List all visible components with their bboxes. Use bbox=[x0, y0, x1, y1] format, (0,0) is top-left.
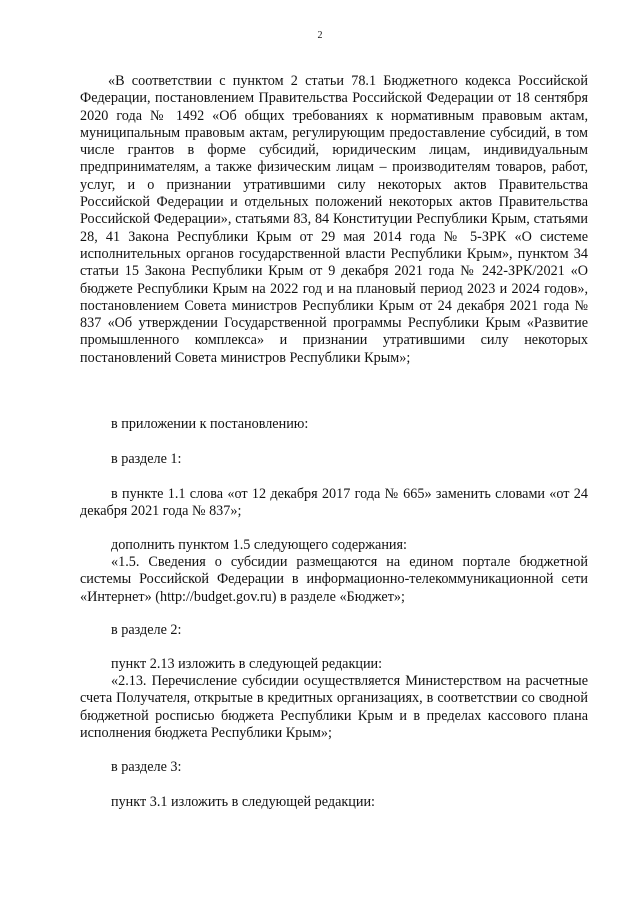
preamble-paragraph: «В соответствии с пунктом 2 статьи 78.1 Бюджетного кодекса Российской Федерации, постановлением Правительства Российской Федерации от 18 сентября 2020 года № 1492 «Об общих требованиях к нормативным правовым актам, муниципальным правовым актам, регулирующим предоставление субсидий, в том числе грантов в форме субсидий, юридическим лицам, индивидуальным предпринимателям, а также физическим лицам – производителям товаров, работ, услуг, и о признании утратившими силу некоторых актов Правительства Российской Федерации и отдельных положений некоторых актов Правительства Российской Федерации», статьями 83, 84 Конституции Республики Крым, статьями 28, 41 Закона Республики Крым от 29 мая 2014 года № 5-ЗРК «О системе исполнительных органов государственной власти Республики Крым», пунктом 34 статьи 15 Закона Республики Крым от 9 декабря 2021 года № 242-ЗРК/2021 «О бюджете Республики Крым на 2022 год и на плановый период 2023 и 2024 годов», постановлением Совета министров Республики Крым от 24 декабря 2021 года № 837 «Об утверждении Государственной программы Республики Крым «Развитие промышленного комплекса» и признании утратившими силу некоторых постановлений Совета министров Республики Крым»; bbox=[80, 73, 588, 366]
clause-1-1-paragraph: в пункте 1.1 слова «от 12 декабря 2017 года № 665» заменить словами «от 24 декабря 2021 года № 837»; bbox=[80, 486, 588, 520]
add-clause-1-5-paragraph: дополнить пунктом 1.5 следующего содержания: bbox=[111, 537, 407, 553]
annex-paragraph: в приложении к постановлению: bbox=[111, 416, 309, 432]
section-2-heading: в разделе 2: bbox=[111, 622, 182, 638]
section-1-heading: в разделе 1: bbox=[111, 451, 182, 467]
page-number: 2 bbox=[317, 30, 323, 41]
section-3-heading: в разделе 3: bbox=[111, 759, 182, 775]
clause-2-13-text: «2.13. Перечисление субсидии осуществляется Министерством на расчетные счета Получателя, открытые в кредитных организациях, в соответствии со сводной бюджетной росписью бюджета Республики Крым и в пределах кассового плана исполнения бюджета Республики Крым»; bbox=[80, 673, 588, 741]
clause-1-5-text: «1.5. Сведения о субсидии размещаются на едином портале бюджетной системы Российской Федерации в информационно-телекоммуникационной сети «Интернет» (http://budget.gov.ru) в разделе «Бюджет»; bbox=[80, 554, 588, 605]
clause-3-1-intro: пункт 3.1 изложить в следующей редакции: bbox=[111, 794, 375, 810]
clause-2-13-intro: пункт 2.13 изложить в следующей редакции: bbox=[111, 656, 383, 672]
